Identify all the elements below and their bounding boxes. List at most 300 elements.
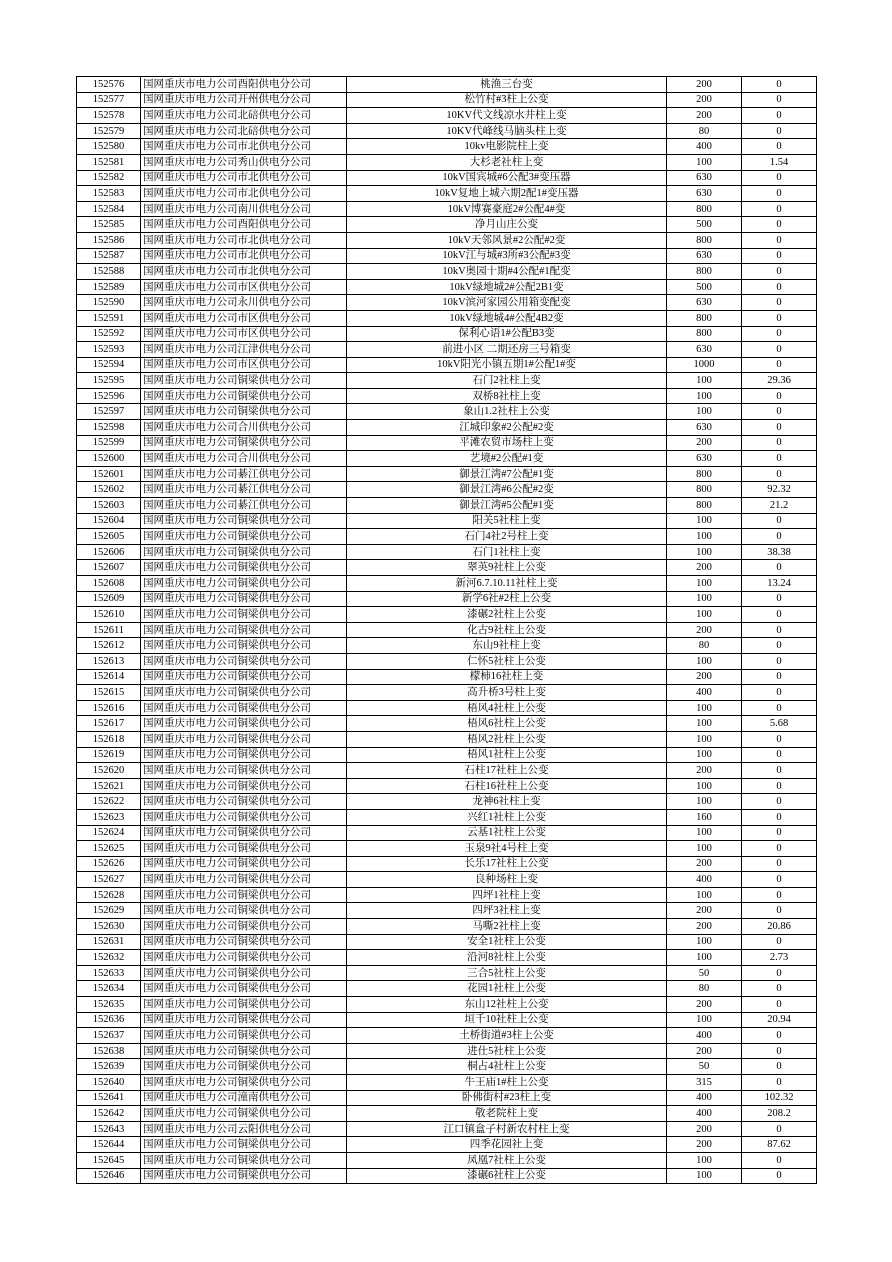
cell-name: 大杉老社柱上变 xyxy=(347,154,667,170)
cell-name: 漆碾2社柱上公变 xyxy=(347,607,667,623)
cell-name: 前进小区 二期还房三号箱变 xyxy=(347,342,667,358)
cell-capacity: 800 xyxy=(667,466,742,482)
cell-value: 0 xyxy=(742,388,817,404)
table-row xyxy=(77,560,817,576)
cell-id: 152579 xyxy=(77,123,141,139)
cell-id: 152612 xyxy=(77,638,141,654)
cell-id: 152583 xyxy=(77,186,141,202)
cell-value: 0 xyxy=(742,638,817,654)
cell-id: 152618 xyxy=(77,731,141,747)
cell-capacity: 160 xyxy=(667,809,742,825)
cell-name: 东山12社柱上公变 xyxy=(347,997,667,1013)
table-row xyxy=(77,778,817,794)
cell-org: 国网重庆市电力公司市北供电分公司 xyxy=(141,170,347,186)
cell-org: 国网重庆市电力公司市北供电分公司 xyxy=(141,186,347,202)
cell-name: 四坪1社柱上变 xyxy=(347,887,667,903)
cell-value: 29.36 xyxy=(742,373,817,389)
cell-capacity: 100 xyxy=(667,544,742,560)
cell-id: 152582 xyxy=(77,170,141,186)
cell-id: 152634 xyxy=(77,981,141,997)
cell-id: 152632 xyxy=(77,950,141,966)
cell-value: 0 xyxy=(742,326,817,342)
cell-value: 0 xyxy=(742,591,817,607)
cell-capacity: 200 xyxy=(667,560,742,576)
cell-id: 152608 xyxy=(77,576,141,592)
cell-capacity: 100 xyxy=(667,1012,742,1028)
cell-id: 152639 xyxy=(77,1059,141,1075)
cell-capacity: 630 xyxy=(667,342,742,358)
table-row xyxy=(77,326,817,342)
cell-name: 松竹村#3柱上公变 xyxy=(347,92,667,108)
cell-value: 0 xyxy=(742,607,817,623)
cell-value: 0 xyxy=(742,123,817,139)
cell-name: 平滩农贸市场柱上变 xyxy=(347,435,667,451)
table-row xyxy=(77,1028,817,1044)
cell-value: 0 xyxy=(742,622,817,638)
cell-id: 152630 xyxy=(77,919,141,935)
cell-id: 152616 xyxy=(77,700,141,716)
cell-id: 152613 xyxy=(77,653,141,669)
cell-value: 0 xyxy=(742,1043,817,1059)
cell-org: 国网重庆市电力公司铜梁供电分公司 xyxy=(141,731,347,747)
table-row xyxy=(77,435,817,451)
cell-id: 152631 xyxy=(77,934,141,950)
cell-id: 152607 xyxy=(77,560,141,576)
cell-id: 152635 xyxy=(77,997,141,1013)
cell-name: 石门2社柱上变 xyxy=(347,373,667,389)
table-row xyxy=(77,794,817,810)
cell-id: 152638 xyxy=(77,1043,141,1059)
cell-capacity: 100 xyxy=(667,404,742,420)
cell-value: 0 xyxy=(742,529,817,545)
cell-id: 152590 xyxy=(77,295,141,311)
table-row xyxy=(77,576,817,592)
cell-value: 0 xyxy=(742,1152,817,1168)
cell-id: 152621 xyxy=(77,778,141,794)
cell-id: 152615 xyxy=(77,685,141,701)
table-row xyxy=(77,763,817,779)
cell-capacity: 200 xyxy=(667,997,742,1013)
cell-name: 江城印象#2公配#2变 xyxy=(347,420,667,436)
cell-value: 0 xyxy=(742,295,817,311)
cell-value: 0 xyxy=(742,700,817,716)
table-row xyxy=(77,856,817,872)
cell-name: 石柱17社柱上公变 xyxy=(347,763,667,779)
cell-capacity: 100 xyxy=(667,607,742,623)
cell-value: 0 xyxy=(742,264,817,280)
cell-value: 0 xyxy=(742,420,817,436)
cell-value: 0 xyxy=(742,685,817,701)
table-row xyxy=(77,248,817,264)
table-row xyxy=(77,279,817,295)
cell-org: 国网重庆市电力公司铜梁供电分公司 xyxy=(141,872,347,888)
cell-org: 国网重庆市电力公司市北供电分公司 xyxy=(141,248,347,264)
cell-name: 进仕5社柱上公变 xyxy=(347,1043,667,1059)
cell-org: 国网重庆市电力公司铜梁供电分公司 xyxy=(141,1152,347,1168)
table-row xyxy=(77,123,817,139)
cell-id: 152646 xyxy=(77,1168,141,1184)
cell-org: 国网重庆市电力公司秀山供电分公司 xyxy=(141,154,347,170)
cell-capacity: 100 xyxy=(667,887,742,903)
cell-id: 152577 xyxy=(77,92,141,108)
cell-id: 152636 xyxy=(77,1012,141,1028)
cell-capacity: 630 xyxy=(667,420,742,436)
table-row xyxy=(77,544,817,560)
cell-value: 21.2 xyxy=(742,498,817,514)
table-row xyxy=(77,388,817,404)
table-row xyxy=(77,669,817,685)
cell-org: 国网重庆市电力公司铜梁供电分公司 xyxy=(141,747,347,763)
cell-org: 国网重庆市电力公司铜梁供电分公司 xyxy=(141,1043,347,1059)
cell-capacity: 800 xyxy=(667,264,742,280)
cell-capacity: 200 xyxy=(667,903,742,919)
cell-value: 0 xyxy=(742,747,817,763)
cell-name: 良种场柱上变 xyxy=(347,872,667,888)
cell-org: 国网重庆市电力公司铜梁供电分公司 xyxy=(141,1012,347,1028)
cell-value: 0 xyxy=(742,965,817,981)
cell-value: 0 xyxy=(742,825,817,841)
table-row xyxy=(77,342,817,358)
cell-id: 152610 xyxy=(77,607,141,623)
cell-capacity: 800 xyxy=(667,482,742,498)
cell-name: 垣千10社柱上公变 xyxy=(347,1012,667,1028)
cell-capacity: 800 xyxy=(667,326,742,342)
table-row xyxy=(77,170,817,186)
cell-org: 国网重庆市电力公司铜梁供电分公司 xyxy=(141,1059,347,1075)
cell-name: 长乐17社柱上公变 xyxy=(347,856,667,872)
cell-value: 20.94 xyxy=(742,1012,817,1028)
cell-value: 0 xyxy=(742,763,817,779)
cell-name: 阳关5社柱上变 xyxy=(347,513,667,529)
cell-name: 10kV绿地城2#公配2B1变 xyxy=(347,279,667,295)
cell-capacity: 200 xyxy=(667,669,742,685)
cell-name: 四季花园社上变 xyxy=(347,1137,667,1153)
table-row xyxy=(77,420,817,436)
cell-capacity: 100 xyxy=(667,778,742,794)
table-row xyxy=(77,841,817,857)
cell-id: 152643 xyxy=(77,1121,141,1137)
cell-name: 马嘶2社柱上变 xyxy=(347,919,667,935)
cell-capacity: 800 xyxy=(667,201,742,217)
cell-value: 0 xyxy=(742,435,817,451)
cell-id: 152625 xyxy=(77,841,141,857)
cell-capacity: 1000 xyxy=(667,357,742,373)
cell-id: 152588 xyxy=(77,264,141,280)
cell-org: 国网重庆市电力公司铜梁供电分公司 xyxy=(141,1168,347,1184)
cell-value: 0 xyxy=(742,186,817,202)
cell-capacity: 200 xyxy=(667,919,742,935)
cell-org: 国网重庆市电力公司市区供电分公司 xyxy=(141,326,347,342)
table-row xyxy=(77,919,817,935)
cell-name: 东山9社柱上变 xyxy=(347,638,667,654)
table-row xyxy=(77,1121,817,1137)
cell-org: 国网重庆市电力公司铜梁供电分公司 xyxy=(141,669,347,685)
table-row xyxy=(77,466,817,482)
table-row xyxy=(77,825,817,841)
cell-name: 双桥8社柱上变 xyxy=(347,388,667,404)
cell-name: 10kV博赛豪庭2#公配4#变 xyxy=(347,201,667,217)
cell-capacity: 100 xyxy=(667,747,742,763)
cell-capacity: 100 xyxy=(667,653,742,669)
cell-capacity: 800 xyxy=(667,310,742,326)
table-row xyxy=(77,92,817,108)
cell-value: 0 xyxy=(742,201,817,217)
cell-value: 208.2 xyxy=(742,1106,817,1122)
cell-org: 国网重庆市电力公司铜梁供电分公司 xyxy=(141,841,347,857)
table-row xyxy=(77,108,817,124)
cell-name: 象山1.2社柱上公变 xyxy=(347,404,667,420)
cell-name: 净月山庄公变 xyxy=(347,217,667,233)
cell-org: 国网重庆市电力公司綦江供电分公司 xyxy=(141,466,347,482)
cell-id: 152619 xyxy=(77,747,141,763)
cell-id: 152614 xyxy=(77,669,141,685)
cell-org: 国网重庆市电力公司云阳供电分公司 xyxy=(141,1121,347,1137)
cell-capacity: 400 xyxy=(667,872,742,888)
table-row xyxy=(77,950,817,966)
cell-org: 国网重庆市电力公司北碚供电分公司 xyxy=(141,123,347,139)
cell-org: 国网重庆市电力公司铜梁供电分公司 xyxy=(141,950,347,966)
cell-capacity: 200 xyxy=(667,108,742,124)
cell-id: 152627 xyxy=(77,872,141,888)
cell-capacity: 200 xyxy=(667,77,742,93)
cell-value: 0 xyxy=(742,1168,817,1184)
table-row xyxy=(77,887,817,903)
table-row xyxy=(77,997,817,1013)
cell-org: 国网重庆市电力公司铜梁供电分公司 xyxy=(141,591,347,607)
cell-name: 桃渔三台变 xyxy=(347,77,667,93)
cell-id: 152589 xyxy=(77,279,141,295)
cell-name: 10kV江与城#3所#3公配#3变 xyxy=(347,248,667,264)
table-row xyxy=(77,622,817,638)
cell-org: 国网重庆市电力公司市区供电分公司 xyxy=(141,357,347,373)
cell-name: 新学6社#2柱上公变 xyxy=(347,591,667,607)
table-row xyxy=(77,373,817,389)
cell-capacity: 100 xyxy=(667,1152,742,1168)
cell-value: 92.32 xyxy=(742,482,817,498)
cell-id: 152601 xyxy=(77,466,141,482)
table-row xyxy=(77,965,817,981)
cell-org: 国网重庆市电力公司綦江供电分公司 xyxy=(141,482,347,498)
table-row xyxy=(77,1106,817,1122)
table-row xyxy=(77,638,817,654)
cell-org: 国网重庆市电力公司铜梁供电分公司 xyxy=(141,887,347,903)
cell-name: 御景江湾#6公配#2变 xyxy=(347,482,667,498)
table-row xyxy=(77,529,817,545)
table-row xyxy=(77,154,817,170)
cell-capacity: 100 xyxy=(667,841,742,857)
cell-name: 10kv电影院柱上变 xyxy=(347,139,667,155)
cell-value: 0 xyxy=(742,77,817,93)
cell-value: 38.38 xyxy=(742,544,817,560)
cell-id: 152629 xyxy=(77,903,141,919)
cell-value: 0 xyxy=(742,248,817,264)
cell-id: 152594 xyxy=(77,357,141,373)
cell-name: 新河6.7.10.11社柱上变 xyxy=(347,576,667,592)
cell-org: 国网重庆市电力公司铜梁供电分公司 xyxy=(141,1106,347,1122)
table-row xyxy=(77,747,817,763)
cell-value: 0 xyxy=(742,357,817,373)
cell-name: 梧风4社柱上公变 xyxy=(347,700,667,716)
cell-org: 国网重庆市电力公司北碚供电分公司 xyxy=(141,108,347,124)
cell-name: 梧风6社柱上公变 xyxy=(347,716,667,732)
cell-org: 国网重庆市电力公司开州供电分公司 xyxy=(141,92,347,108)
table-row xyxy=(77,591,817,607)
cell-value: 0 xyxy=(742,1075,817,1091)
cell-org: 国网重庆市电力公司铜梁供电分公司 xyxy=(141,576,347,592)
cell-org: 国网重庆市电力公司酉阳供电分公司 xyxy=(141,77,347,93)
cell-org: 国网重庆市电力公司铜梁供电分公司 xyxy=(141,622,347,638)
cell-org: 国网重庆市电力公司酉阳供电分公司 xyxy=(141,217,347,233)
cell-id: 152642 xyxy=(77,1106,141,1122)
cell-org: 国网重庆市电力公司合川供电分公司 xyxy=(141,420,347,436)
cell-org: 国网重庆市电力公司铜梁供电分公司 xyxy=(141,404,347,420)
cell-value: 0 xyxy=(742,404,817,420)
table-row xyxy=(77,1059,817,1075)
cell-name: 梧风2社柱上公变 xyxy=(347,731,667,747)
cell-capacity: 80 xyxy=(667,123,742,139)
cell-id: 152626 xyxy=(77,856,141,872)
cell-name: 四坪3社柱上变 xyxy=(347,903,667,919)
cell-org: 国网重庆市电力公司铜梁供电分公司 xyxy=(141,809,347,825)
cell-name: 敬老院柱上变 xyxy=(347,1106,667,1122)
cell-name: 艺境#2公配#1变 xyxy=(347,451,667,467)
table-row xyxy=(77,1090,817,1106)
cell-name: 10kV奥园十期#4公配#1配变 xyxy=(347,264,667,280)
cell-value: 87.62 xyxy=(742,1137,817,1153)
cell-name: 沿河8社柱上公变 xyxy=(347,950,667,966)
cell-org: 国网重庆市电力公司市区供电分公司 xyxy=(141,310,347,326)
cell-value: 0 xyxy=(742,451,817,467)
cell-value: 20.86 xyxy=(742,919,817,935)
cell-name: 三合5社柱上公变 xyxy=(347,965,667,981)
table-row xyxy=(77,404,817,420)
table-row xyxy=(77,513,817,529)
table-row xyxy=(77,731,817,747)
cell-capacity: 200 xyxy=(667,92,742,108)
cell-value: 13.24 xyxy=(742,576,817,592)
cell-capacity: 100 xyxy=(667,825,742,841)
cell-org: 国网重庆市电力公司铜梁供电分公司 xyxy=(141,997,347,1013)
cell-id: 152599 xyxy=(77,435,141,451)
cell-org: 国网重庆市电力公司铜梁供电分公司 xyxy=(141,653,347,669)
cell-id: 152600 xyxy=(77,451,141,467)
cell-value: 2.73 xyxy=(742,950,817,966)
cell-org: 国网重庆市电力公司市区供电分公司 xyxy=(141,279,347,295)
cell-capacity: 630 xyxy=(667,295,742,311)
table-row xyxy=(77,685,817,701)
cell-org: 国网重庆市电力公司市北供电分公司 xyxy=(141,264,347,280)
cell-value: 0 xyxy=(742,513,817,529)
cell-name: 仁怀5社柱上公变 xyxy=(347,653,667,669)
cell-name: 土桥街道#3柱上公变 xyxy=(347,1028,667,1044)
data-table xyxy=(76,76,817,1184)
table-row xyxy=(77,1137,817,1153)
table-row xyxy=(77,653,817,669)
cell-value: 0 xyxy=(742,903,817,919)
cell-id: 152609 xyxy=(77,591,141,607)
cell-name: 10kV绿地城4#公配4B2变 xyxy=(347,310,667,326)
table-row xyxy=(77,201,817,217)
cell-capacity: 400 xyxy=(667,1106,742,1122)
cell-value: 1.54 xyxy=(742,154,817,170)
cell-org: 国网重庆市电力公司江津供电分公司 xyxy=(141,342,347,358)
cell-name: 云基1社柱上公变 xyxy=(347,825,667,841)
cell-name: 石门1社柱上变 xyxy=(347,544,667,560)
cell-name: 保利心语1#公配B3变 xyxy=(347,326,667,342)
table-body xyxy=(77,77,817,1184)
cell-id: 152586 xyxy=(77,232,141,248)
cell-value: 0 xyxy=(742,342,817,358)
cell-id: 152603 xyxy=(77,498,141,514)
cell-org: 国网重庆市电力公司铜梁供电分公司 xyxy=(141,794,347,810)
cell-capacity: 630 xyxy=(667,248,742,264)
cell-org: 国网重庆市电力公司铜梁供电分公司 xyxy=(141,607,347,623)
cell-id: 152617 xyxy=(77,716,141,732)
cell-value: 0 xyxy=(742,809,817,825)
cell-id: 152604 xyxy=(77,513,141,529)
cell-name: 牛王庙1#柱上公变 xyxy=(347,1075,667,1091)
cell-capacity: 100 xyxy=(667,716,742,732)
cell-value: 0 xyxy=(742,997,817,1013)
cell-org: 国网重庆市电力公司铜梁供电分公司 xyxy=(141,544,347,560)
table-row xyxy=(77,498,817,514)
cell-org: 国网重庆市电力公司綦江供电分公司 xyxy=(141,498,347,514)
cell-org: 国网重庆市电力公司铜梁供电分公司 xyxy=(141,638,347,654)
cell-org: 国网重庆市电力公司铜梁供电分公司 xyxy=(141,763,347,779)
cell-name: 桐占4社柱上公变 xyxy=(347,1059,667,1075)
cell-capacity: 100 xyxy=(667,950,742,966)
cell-org: 国网重庆市电力公司铜梁供电分公司 xyxy=(141,825,347,841)
table-row xyxy=(77,981,817,997)
cell-name: 卧佛街村#23柱上变 xyxy=(347,1090,667,1106)
cell-org: 国网重庆市电力公司铜梁供电分公司 xyxy=(141,981,347,997)
cell-value: 0 xyxy=(742,669,817,685)
cell-capacity: 100 xyxy=(667,513,742,529)
cell-name: 石门4社2号柱上变 xyxy=(347,529,667,545)
cell-id: 152622 xyxy=(77,794,141,810)
cell-id: 152602 xyxy=(77,482,141,498)
cell-name: 10kV滨河家园公用箱变配变 xyxy=(347,295,667,311)
cell-capacity: 100 xyxy=(667,591,742,607)
cell-capacity: 630 xyxy=(667,186,742,202)
cell-value: 0 xyxy=(742,1121,817,1137)
table-row xyxy=(77,809,817,825)
cell-org: 国网重庆市电力公司潼南供电分公司 xyxy=(141,1090,347,1106)
cell-capacity: 800 xyxy=(667,232,742,248)
cell-name: 翠英9社柱上公变 xyxy=(347,560,667,576)
cell-capacity: 100 xyxy=(667,700,742,716)
cell-id: 152587 xyxy=(77,248,141,264)
cell-id: 152596 xyxy=(77,388,141,404)
cell-id: 152641 xyxy=(77,1090,141,1106)
cell-name: 安全1社柱上公变 xyxy=(347,934,667,950)
cell-capacity: 50 xyxy=(667,965,742,981)
cell-id: 152605 xyxy=(77,529,141,545)
cell-value: 0 xyxy=(742,466,817,482)
cell-org: 国网重庆市电力公司铜梁供电分公司 xyxy=(141,856,347,872)
cell-capacity: 400 xyxy=(667,1028,742,1044)
cell-capacity: 800 xyxy=(667,498,742,514)
cell-capacity: 100 xyxy=(667,934,742,950)
cell-capacity: 200 xyxy=(667,1043,742,1059)
cell-id: 152623 xyxy=(77,809,141,825)
cell-name: 御景江湾#7公配#1变 xyxy=(347,466,667,482)
cell-capacity: 200 xyxy=(667,1121,742,1137)
cell-id: 152591 xyxy=(77,310,141,326)
cell-id: 152606 xyxy=(77,544,141,560)
table-row xyxy=(77,295,817,311)
cell-id: 152595 xyxy=(77,373,141,389)
